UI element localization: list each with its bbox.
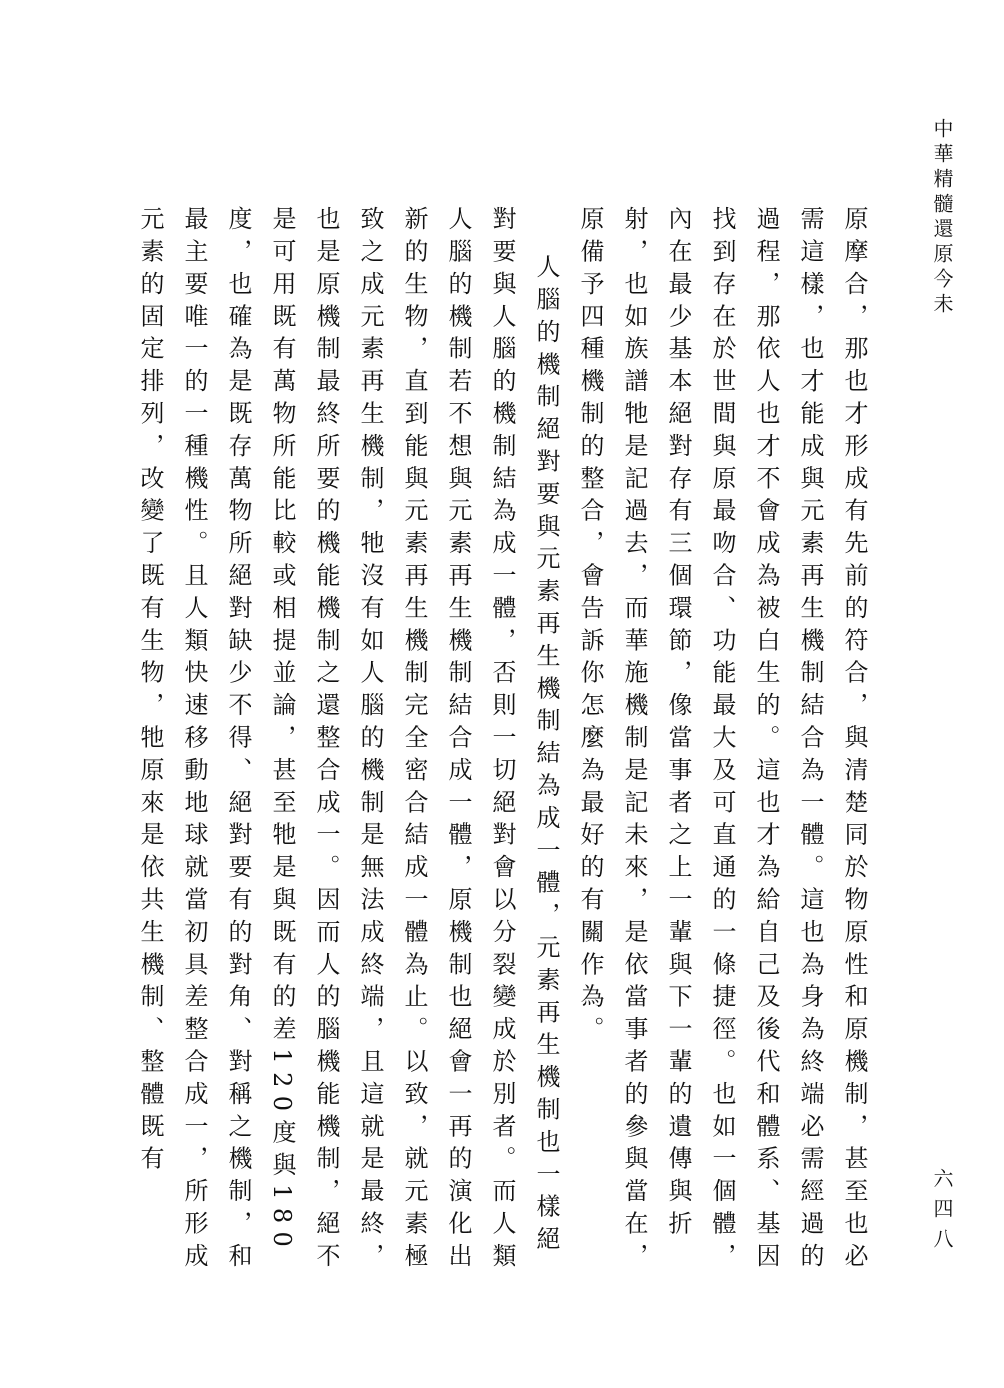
page-number: 六四八 bbox=[930, 1168, 954, 1258]
running-head: 中華精髓還原今未 bbox=[930, 118, 954, 318]
paragraph-2: 人腦的機制絕對要與元素再生機制結為成一體，元素再生機制也一樣絕對要與人腦的機制結為成一體，否則一切絕對會以分裂變成於別者。而人類人腦的機制若不想與元素再生機制結合成一體，原機制也絕會一再的演化出新的生物，直到能與元素再生機制完全密合結成一體為止。以致，就元素極致之成元素再生機制，牠沒有如人腦的機制是無法成終端，且這就是最終，也是原機制最終所要的機能機制之還整合成一。因而人的腦機能機制，絕不是可用既有萬物所能比較或相提並論，甚至牠是與既有的差120度與180度，也確為是既存萬物所絕對缺少不得、絕對要有的對角、對稱之機制，和最主要唯一的一種機性。且人類快速移動地球就當初具差整合成一，所形成元素的固定排列，改變了既有生物，牠原來是依共生機制、整體既有 bbox=[136, 206, 560, 1276]
body-text bbox=[116, 206, 876, 1284]
paragraph-1: 原摩合，那也才形成有先前的符合，與清楚同於物原性和原機制，甚至也必需這樣，也才能成與元素再生機制結合為一體。這也為身為終端必需經過的過程，那依人也才不會成為被白生的。這也才為給自己及後代和體系、基因找到存在於世間與原最吻合、功能最大及可直通的一條捷徑。也如一個體，內在最少基本絕對存有三個環節，像當事者之上一輩與下一輩的遺傳與折射，也如族譜牠是記過去，而華施機制是記未來，是依當事者的參與當在，原備予四種機制的整合，會告訴你怎麼為最好的有關作為。 bbox=[576, 206, 868, 1276]
